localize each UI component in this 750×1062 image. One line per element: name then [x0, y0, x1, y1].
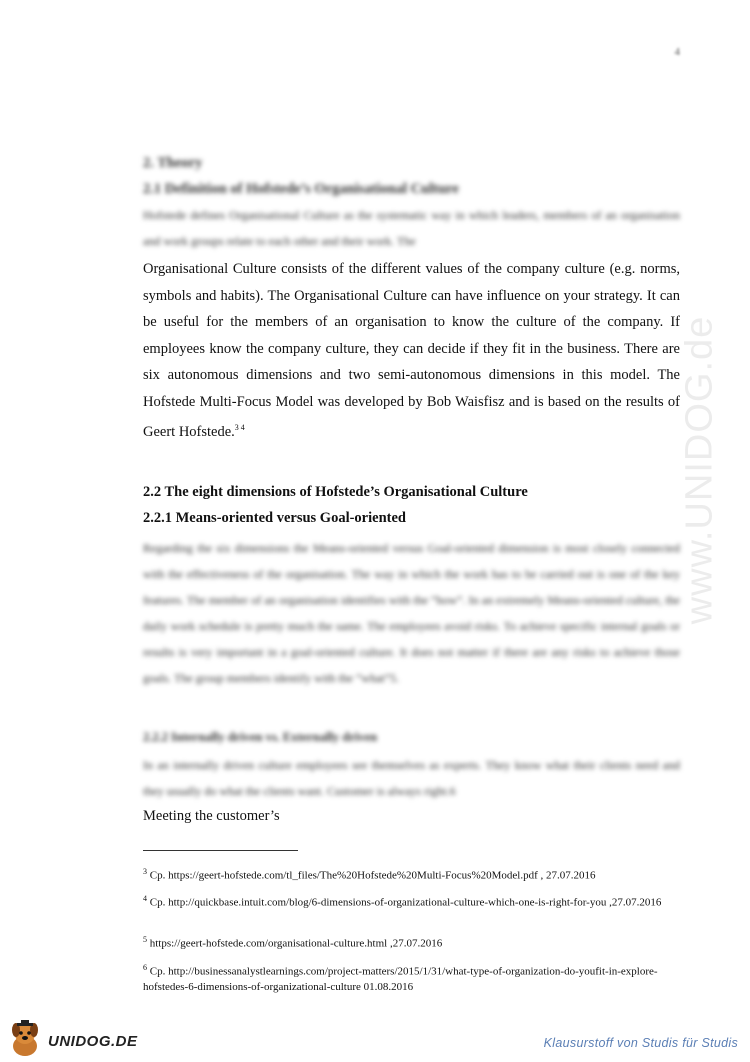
paragraph-fragment: Meeting the customer’s — [143, 808, 280, 824]
footnote-mark: 5 — [143, 935, 147, 944]
footnote-6 — [143, 960, 680, 995]
dog-icon — [8, 1020, 42, 1058]
unidog-logo — [8, 1018, 138, 1058]
footnote-text: Cp. http://quickbase.intuit.com/blog/6-dimensions-of-organizational-culture-which-one-is-right-for-you ,27.07.2016 — [149, 896, 662, 909]
footnote-3 — [143, 864, 680, 884]
blurred-paragraph-2-2-1: Regarding the six dimensions the Means-oriented versus Goal-oriented dimension is most closely connected with the effectiveness of the organisation. The way in which the work has to be carried out is one of the key features. The member of an organisation identifies with the “how”. In an extremely Means-oriented culture, the daily work schedule is pretty much the same. The employees avoid risks. To achieve specific internal goals or results is very important in a goal-oriented culture. It does not matter if there are any risks to achieve those goals. The group members identify with the “what”5. — [143, 541, 680, 685]
footnote-text: Cp. http://businessanalystlearnings.com/project-matters/2015/1/31/what-type-of-organization-do-youfit-in-explore-hofstedes-6-dimensions-of-organizational-culture 01.08.2016 — [143, 965, 658, 993]
subsection-heading-2-1: 2.1 Definition of Hofstede’s Organisational Culture — [143, 181, 459, 197]
footnote-4 — [143, 891, 680, 911]
footer-slogan: Klausurstoff von Studis für Studis — [543, 1036, 738, 1050]
blurred-paragraph-2-1: Hofstede defines Organisational Culture as the systematic way in which leaders, members of an organisation and work groups relate to each other and their work. The — [143, 208, 680, 248]
footnote-text: Cp. https://geert-hofstede.com/tl_files/The%20Hofstede%20Multi-Focus%20Model.pdf , 27.07.2016 — [149, 869, 596, 882]
footnote-divider — [143, 850, 298, 851]
footnote-mark: 3 — [143, 867, 147, 876]
page-number: 4 — [674, 46, 680, 58]
footnote-ref-3-4: 3 4 — [234, 423, 245, 432]
paragraph-2-1-text: Organisational Culture consists of the different values of the company culture (e.g. norms, symbols and habits). The Organisational Culture can have influence on your strategy. It can be useful for the members of an organisation to know the culture of the company. If employees know the company culture, they can decide if they fit in the business. There are six autonomous dimensions and two semi-autonomous dimensions in this model. The Hofstede Multi-Focus Model was developed by Bob Waisfisz and is based on the results of Geert Hofstede. — [143, 261, 680, 440]
footnote-mark: 6 — [143, 963, 147, 972]
section-heading-theory: 2. Theory — [143, 155, 203, 171]
watermark: www.UNIDOG.de — [678, 315, 721, 625]
logo-text: UNIDOG.DE — [48, 1033, 138, 1050]
paragraph-2-1 — [143, 256, 680, 445]
footnote-mark: 4 — [143, 894, 147, 903]
subsection-heading-2-2-2: 2.2.2 Internally driven vs. Externally driven — [143, 730, 378, 744]
blurred-paragraph-2-2-2: In an internally driven culture employees see themselves as experts. They know what their clients need and they usually do what the clients want. Customer is always right.6 — [143, 758, 680, 798]
section-heading-2-2: 2.2 The eight dimensions of Hofstede’s Organisational Culture — [143, 484, 528, 500]
footnote-5 — [143, 932, 680, 952]
subsection-heading-2-2-1: 2.2.1 Means-oriented versus Goal-oriented — [143, 510, 406, 526]
footnote-text: https://geert-hofstede.com/organisational-culture.html ,27.07.2016 — [149, 937, 443, 950]
